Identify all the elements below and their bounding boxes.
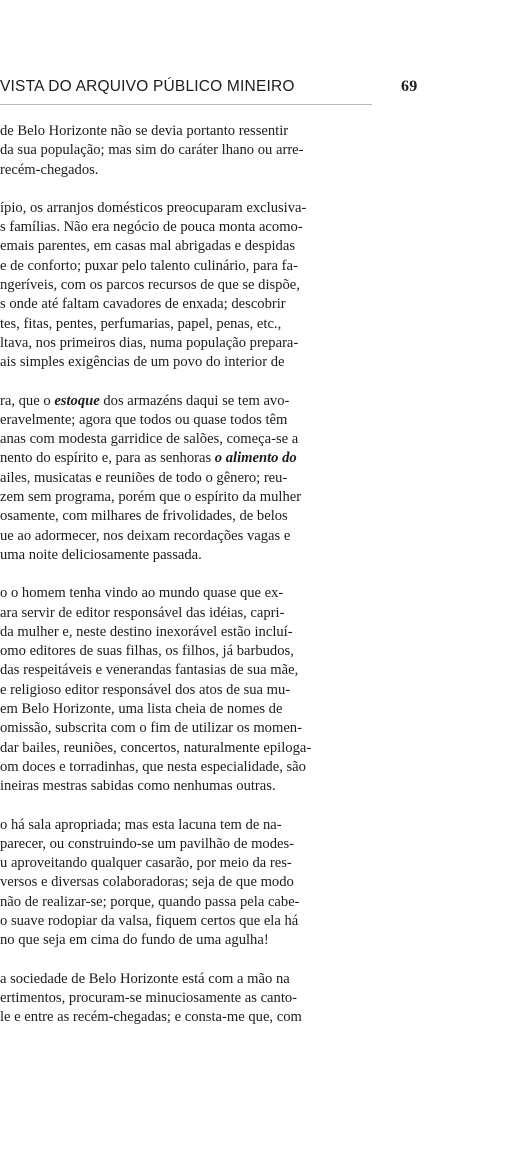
text-line: no que seja em cima do fundo de uma agulha! <box>0 932 269 949</box>
text-line: das respeitáveis e venerandas fantasias de sua mãe, <box>0 662 299 679</box>
text-line: osamente, com milhares de frivolidades, de belos <box>0 508 288 525</box>
text-line: ra, que o estoque dos armazéns daqui se tem avo- <box>0 392 290 409</box>
paragraph <box>0 122 450 180</box>
text-line: versos e diversas colaboradoras; seja de que modo <box>0 874 294 891</box>
text-line: tes, fitas, pentes, perfumarias, papel, penas, etc., <box>0 315 282 332</box>
paragraph <box>0 584 450 796</box>
text-line: e de conforto; puxar pelo talento culinário, para fa- <box>0 257 298 274</box>
text-line: anas com modesta garridice de salões, começa-se a <box>0 431 299 448</box>
text-line: da mulher e, neste destino inexorável estão incluí- <box>0 623 293 640</box>
text-line: eravelmente; agora que todos ou quase todos têm <box>0 411 288 428</box>
text-line: o suave rodopiar da valsa, fiquem certos que ela há <box>0 912 299 929</box>
paragraph-gap <box>0 797 450 816</box>
text-line: ue ao adormecer, nos deixam recordações vagas e <box>0 527 291 544</box>
emphasis-text: o alimento do <box>214 450 297 467</box>
emphasis-text: estoque <box>54 392 100 409</box>
text-line: ailes, musicatas e reuniões de todo o gênero; reu- <box>0 469 288 486</box>
text-line: ltava, nos primeiros dias, numa população prepara- <box>0 334 299 351</box>
paragraph <box>0 392 450 566</box>
text-line: o o homem tenha vindo ao mundo quase que ex- <box>0 585 284 602</box>
text-line: não de realizar-se; porque, quando passa pela cabe- <box>0 893 300 910</box>
text-line: e religioso editor responsável dos atos de sua mu- <box>0 681 291 698</box>
text-line: omo editores de suas filhas, os filhos, já barbudos, <box>0 643 294 660</box>
paragraph-gap <box>0 951 450 970</box>
text-line: ara servir de editor responsável das idéias, capri- <box>0 604 285 621</box>
text-line: ngeríveis, com os parcos recursos de que se dispõe, <box>0 277 300 294</box>
text-line: omissão, subscrita com o fim de utilizar os momen- <box>0 720 302 737</box>
text-line: o há sala apropriada; mas esta lacuna tem de na- <box>0 816 282 833</box>
text-line: u aproveitando qualquer casarão, por meio da res- <box>0 855 292 872</box>
paragraph <box>0 816 450 951</box>
journal-title: VISTA DO ARQUIVO PÚBLICO MINEIRO <box>0 78 295 95</box>
text-line: dar bailes, reuniões, concertos, naturalmente epiloga- <box>0 739 312 756</box>
text-line: ípio, os arranjos domésticos preocuparam exclusiva- <box>0 199 307 216</box>
body-text <box>0 122 450 1027</box>
text-line: a sociedade de Belo Horizonte está com a mão na <box>0 970 290 987</box>
text-line: nento do espírito e, para as senhoras o alimento do <box>0 450 297 467</box>
running-header <box>0 78 430 100</box>
page-number: 69 <box>401 78 418 95</box>
text-line: em Belo Horizonte, uma lista cheia de nomes de <box>0 701 283 718</box>
text-line: s onde até faltam cavadores de enxada; descobrir <box>0 296 286 313</box>
text-line: ineiras mestras sabidas como nenhumas outras. <box>0 778 276 795</box>
header-divider <box>0 104 372 105</box>
text-line: s famílias. Não era negócio de pouca monta acomo- <box>0 219 303 236</box>
paragraph-gap <box>0 373 450 392</box>
paragraph <box>0 970 450 1028</box>
text-line: om doces e torradinhas, que nesta especialidade, são <box>0 758 306 775</box>
paragraph <box>0 199 450 373</box>
text-line: recém-chegados. <box>0 161 99 178</box>
text-line: uma noite deliciosamente passada. <box>0 546 202 563</box>
text-line: de Belo Horizonte não se devia portanto ressentir <box>0 123 289 139</box>
text-line: da sua população; mas sim do caráter lhano ou arre- <box>0 142 304 159</box>
text-line: ertimentos, procuram-se minuciosamente as canto- <box>0 989 298 1006</box>
text-line: ais simples exigências de um povo do interior de <box>0 354 285 371</box>
text-line: zem sem programa, porém que o espírito da mulher <box>0 489 302 506</box>
text-line: le e entre as recém-chegadas; e consta-me que, com <box>0 1009 302 1026</box>
text-line: parecer, ou construindo-se um pavilhão de modes- <box>0 835 295 852</box>
text-line: emais parentes, em casas mal abrigadas e despidas <box>0 238 296 255</box>
paragraph-gap <box>0 565 450 584</box>
paragraph-gap <box>0 180 450 199</box>
